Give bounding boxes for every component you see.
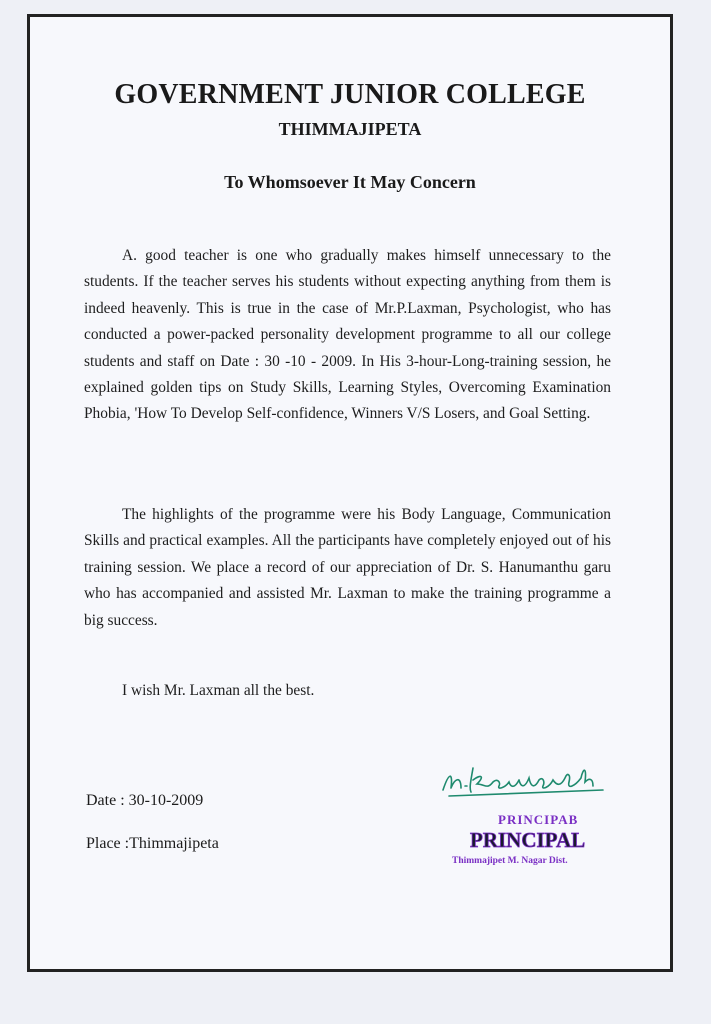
salutation-heading: To Whomsoever It May Concern xyxy=(224,172,476,192)
paragraph-1: A. good teacher is one who gradually makes himself unnecessary to the students. If the teacher serves his students without expecting anything from them is indeed heavenly. This is true in the case of Mr.P.Laxman, Psychologist, who has conducted a power-packed personality development programme to all our college students and staff on Date : 30 -10 - 2009. In His 3-hour-Long-training session, he explained golden tips on Study Skills, Learning Styles, Overcoming Examination Phobia, 'How To Develop Self-confidence, Winners V/S Losers, and Goal Setting. xyxy=(84,247,611,423)
date-line: Date : 30-10-2009 xyxy=(86,792,204,809)
signature xyxy=(435,752,625,802)
college-title: GOVERNMENT JUNIOR COLLEGE xyxy=(114,79,586,110)
stamp-line-3: Thimmajipet M. Nagar Dist. xyxy=(452,856,568,866)
place-line: Place :Thimmajipeta xyxy=(86,835,219,852)
principal-stamp xyxy=(440,807,640,877)
paragraph-2: The highlights of the programme were his Body Language, Communication Skills and practical examples. All the participants have completely enjoyed out of his training session. We place a record of our appreciation of Dr. S. Hanumanthu garu who has accompanied and assisted Mr. Laxman to make the training programme a big success. xyxy=(84,506,611,629)
stamp-line-2: PRINCIPAL xyxy=(470,828,586,852)
stamp-line-1: PRINCIPAB xyxy=(498,812,579,827)
signature-stroke xyxy=(443,768,603,796)
certificate-sheet xyxy=(27,14,673,972)
paragraph-3: I wish Mr. Laxman all the best. xyxy=(122,682,315,699)
college-location: THIMMAJIPETA xyxy=(278,119,422,139)
